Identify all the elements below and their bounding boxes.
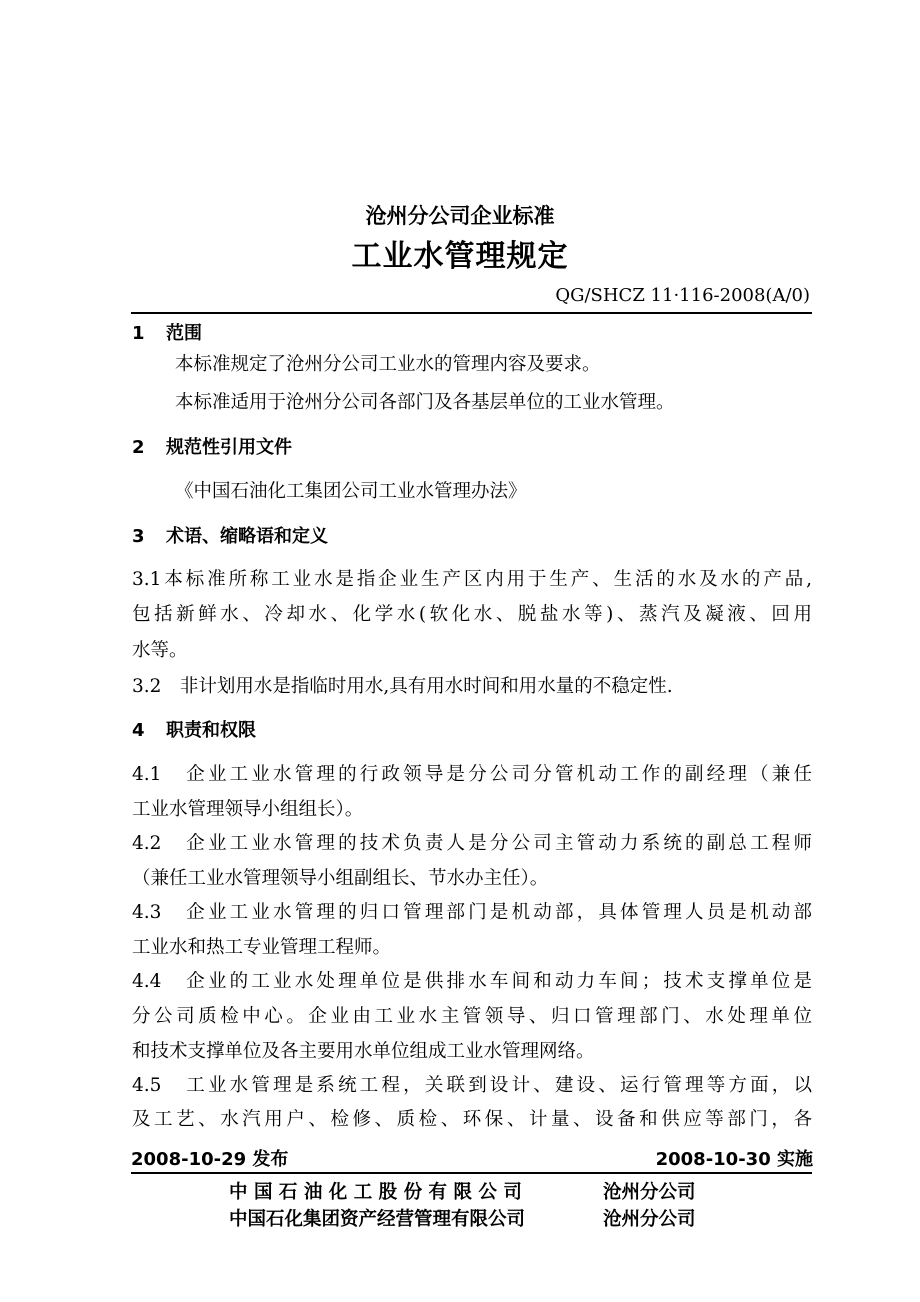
section-title: 规范性引用文件 [166,437,292,458]
section-title: 职责和权限 [166,720,256,741]
clause-4-2-line: （兼任工业水管理领导小组副组长、节水办主任）。 [132,868,549,889]
standard-code: QG/SHCZ 11·116-2008(A/0) [555,285,810,306]
section-1-paragraph: 本标准规定了沧州分公司工业水的管理内容及要求。 [175,354,601,375]
implementation-date: 2008-10-30 实施 [655,1149,813,1170]
header-rule [131,312,812,314]
document-subtitle: 沧州分公司企业标准 [365,204,555,228]
clause-4-3-line: 4.3 企业工业水管理的归口管理部门是机动部，具体管理人员是机动部 [132,902,812,923]
section-1-heading [132,319,202,345]
section-4-heading [132,716,256,742]
section-title: 术语、缩略语和定义 [166,526,328,547]
clause-4-5-line: 及工艺、水汽用户、检修、质检、环保、计量、设备和供应等部门，各 [132,1109,812,1130]
clause-4-1-line: 4.1 企业工业水管理的行政领导是分公司分管机动工作的副经理（兼任 [132,764,812,785]
section-2-heading [132,433,292,459]
clause-3-2: 3.2 非计划用水是指临时用水,具有用水时间和用水量的不稳定性. [132,676,673,697]
clause-3-1-line: 包括新鲜水、冷却水、化学水(软化水、脱盐水等)、蒸汽及凝液、回用 [132,604,812,625]
section-3-heading [132,522,328,548]
clause-3-1-line: 3.1本标准所称工业水是指企业生产区内用于生产、生活的水及水的产品, [132,569,812,590]
section-1-paragraph: 本标准适用于沧州分公司各部门及各基层单位的工业水管理。 [175,392,675,413]
issuing-branch: 沧州分公司 [603,1209,696,1230]
clause-4-4-line: 4.4 企业的工业水处理单位是供排水车间和动力车间；技术支撑单位是 [132,971,812,992]
clause-4-3-line: 工业水和热工专业管理工程师。 [132,937,392,958]
clause-4-5-line: 4.5 工业水管理是系统工程，关联到设计、建设、运行管理等方面，以 [132,1075,812,1096]
section-number: 2 [132,437,145,458]
footer-rule [131,1172,812,1174]
clause-4-4-line: 和技术支撑单位及各主要用水单位组成工业水管理网络。 [132,1041,595,1062]
clause-4-4-line: 分公司质检中心。企业由工业水主管领导、归口管理部门、水处理单位 [132,1006,812,1027]
clause-3-1-line: 水等。 [132,640,188,661]
clause-4-2-line: 4.2 企业工业水管理的技术负责人是分公司主管动力系统的副总工程师 [132,833,812,854]
issuing-organization: 中国石化集团资产经营管理有限公司 [229,1209,526,1230]
issue-date: 2008-10-29 发布 [131,1149,289,1170]
section-number: 4 [132,720,145,741]
section-number: 3 [132,526,145,547]
issuing-branch: 沧州分公司 [603,1182,696,1203]
issuing-organization: 中 国 石 油 化 工 股 份 有 限 公 司 [229,1182,522,1203]
document-title: 工业水管理规定 [351,239,569,274]
section-number: 1 [132,323,145,344]
reference-document: 《中国石油化工集团公司工业水管理办法》 [175,481,527,502]
clause-4-1-line: 工业水管理领导小组组长）。 [132,799,364,820]
section-title: 范围 [166,323,202,344]
